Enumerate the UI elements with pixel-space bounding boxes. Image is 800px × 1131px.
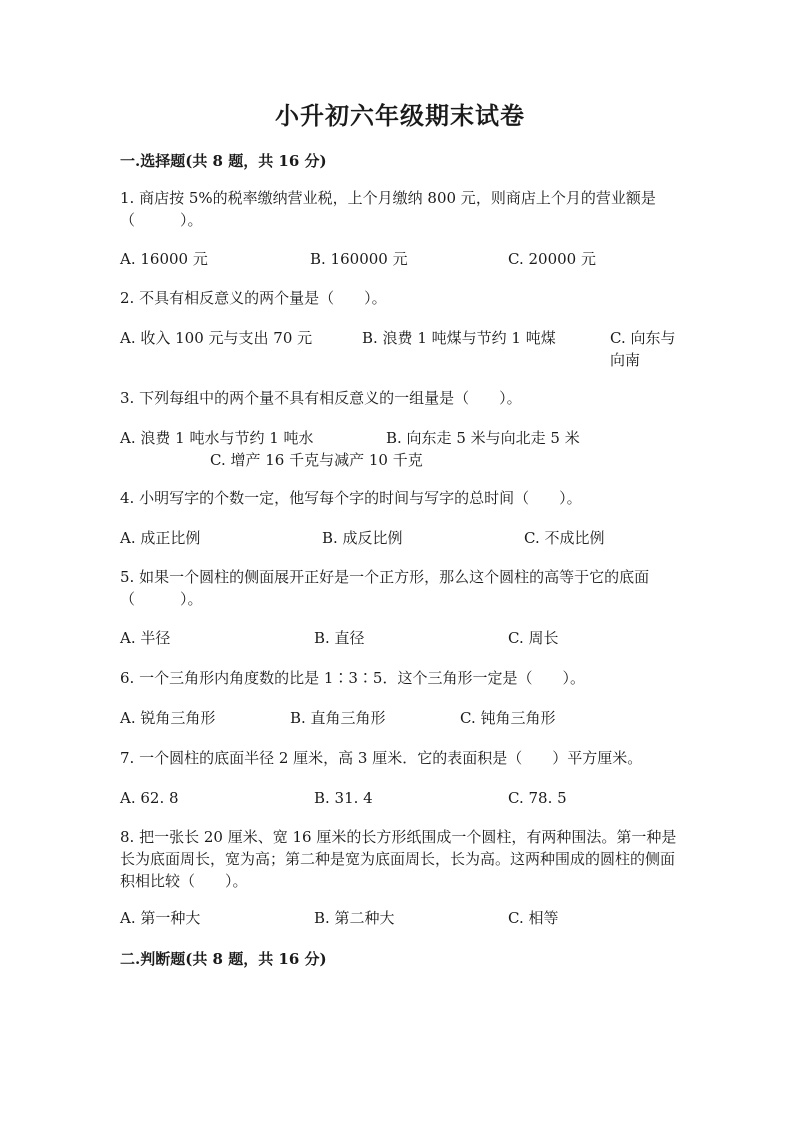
question-3-option-c: C. 增产 16 千克与减产 10 千克	[210, 451, 423, 469]
question-5-option-b: B. 直径	[314, 629, 365, 647]
question-3-text: 3. 下列每组中的两个量不具有相反意义的一组量是（ ）。	[120, 389, 522, 407]
question-7-option-c: C. 78. 5	[508, 789, 567, 807]
question-1-option-b: B. 160000 元	[310, 250, 408, 268]
question-5-option-a: A. 半径	[120, 629, 171, 647]
question-2-option-a: A. 收入 100 元与支出 70 元	[120, 329, 313, 347]
question-7-text: 7. 一个圆柱的底面半径 2 厘米，高 3 厘米．它的表面积是（ ）平方厘米。	[120, 749, 643, 767]
question-8-option-c: C. 相等	[508, 909, 559, 927]
question-1-text: 1. 商店按 5%的税率缴纳营业税，上个月缴纳 800 元，则商店上个月的营业额是（ ）。	[120, 189, 656, 229]
question-6-option-c: C. 钝角三角形	[460, 709, 556, 727]
question-4-text: 4. 小明写字的个数一定，他写每个字的时间与写字的总时间（ ）。	[120, 489, 582, 507]
question-3-option-b: B. 向东走 5 米与向北走 5 米	[386, 429, 580, 447]
question-1-option-c: C. 20000 元	[508, 250, 596, 268]
question-7-option-a: A. 62. 8	[120, 789, 179, 807]
question-1-option-a: A. 16000 元	[120, 250, 208, 268]
question-6-option-a: A. 锐角三角形	[120, 709, 216, 727]
question-8-text: 8. 把一张长 20 厘米、宽 16 厘米的长方形纸围成一个圆柱，有两种围法。第一种是长为底面周长，宽为高；第二种是宽为底面周长，长为高。这两种围成的圆柱的侧面积相比较（ ）。	[120, 828, 677, 890]
question-5-text: 5. 如果一个圆柱的侧面展开正好是一个正方形，那么这个圆柱的高等于它的底面（ ）。	[120, 568, 650, 608]
page-title: 小升初六年级期末试卷	[275, 101, 525, 130]
question-6-option-b: B. 直角三角形	[290, 709, 386, 727]
question-8-option-a: A. 第一种大	[120, 909, 201, 927]
question-6-text: 6. 一个三角形内角度数的比是 1∶3∶5．这个三角形一定是（ ）。	[120, 669, 585, 687]
question-7-option-b: B. 31. 4	[314, 789, 373, 807]
question-4-option-c: C. 不成比例	[524, 529, 605, 547]
section-header-true-false: 二.判断题(共 8 题，共 16 分)	[120, 950, 327, 968]
section-header-multiple-choice: 一.选择题(共 8 题，共 16 分)	[120, 152, 327, 170]
question-2-option-b: B. 浪费 1 吨煤与节约 1 吨煤	[362, 329, 556, 347]
question-2-text: 2. 不具有相反意义的两个量是（ ）。	[120, 289, 387, 307]
question-5-option-c: C. 周长	[508, 629, 559, 647]
question-3-option-a: A. 浪费 1 吨水与节约 1 吨水	[120, 429, 314, 447]
question-4-option-b: B. 成反比例	[322, 529, 403, 547]
question-2-option-c: C. 向东与向南	[610, 329, 676, 369]
question-8-option-b: B. 第二种大	[314, 909, 395, 927]
question-4-option-a: A. 成正比例	[120, 529, 201, 547]
